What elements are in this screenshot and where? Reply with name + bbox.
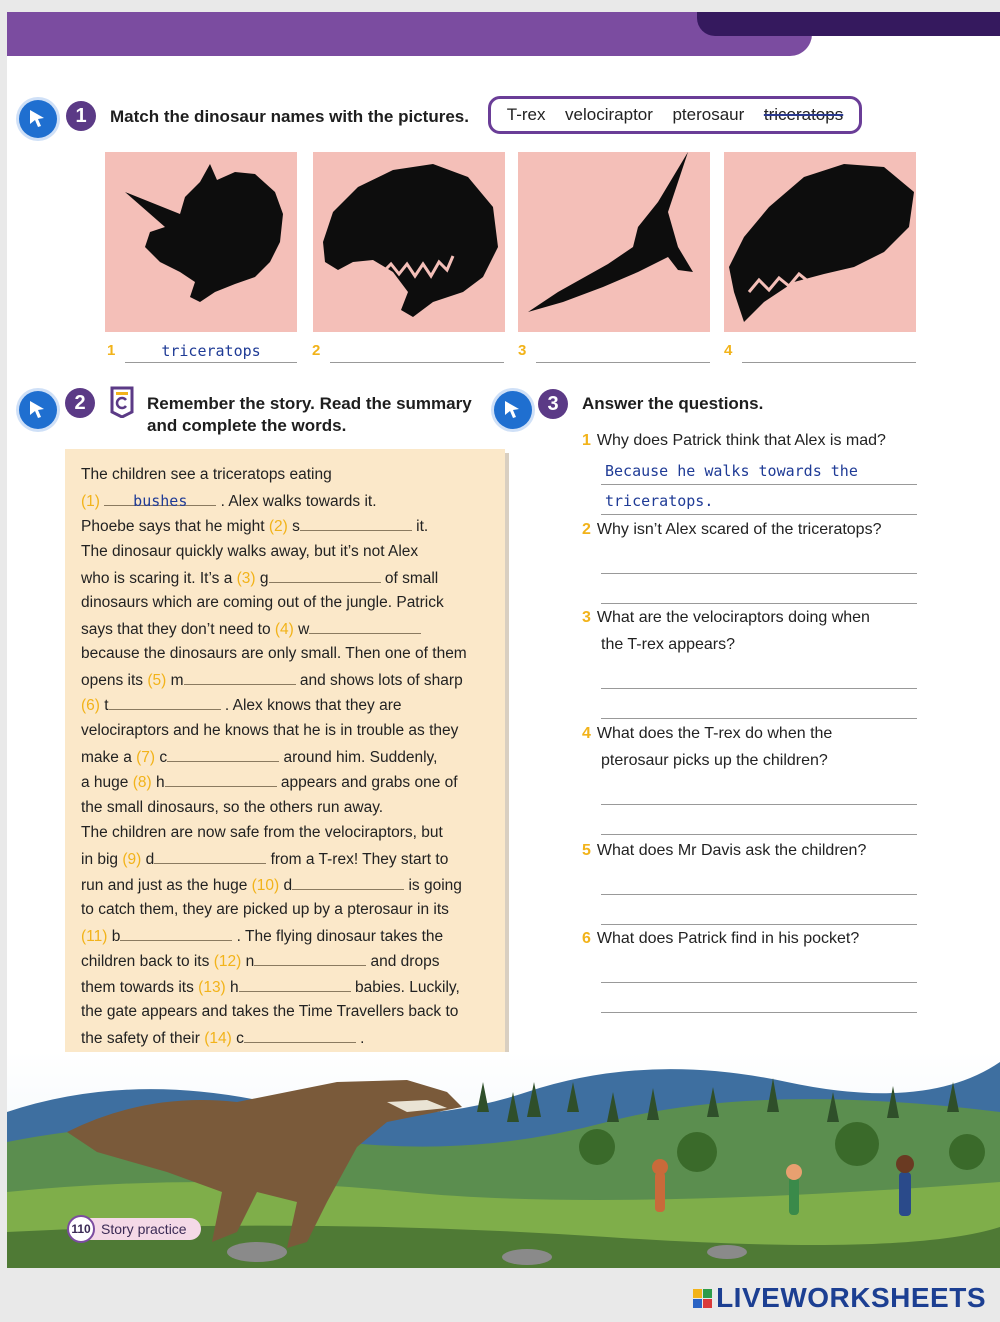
gap-input-field[interactable] [269, 568, 381, 583]
header-band [7, 12, 812, 56]
answer-line[interactable] [601, 894, 917, 895]
answer-line[interactable] [601, 688, 917, 689]
answer-field-3[interactable] [536, 342, 710, 363]
story-text: Phoebe says that he might [81, 518, 269, 535]
picture-label: 2 [312, 342, 321, 359]
gap-input-field[interactable] [184, 670, 296, 685]
story-text: and drops [370, 953, 440, 970]
interactive-cursor-icon [19, 100, 57, 138]
gap-first-letter: w [298, 621, 310, 638]
story-line [81, 644, 467, 664]
gap-input-field[interactable] [154, 849, 266, 864]
answer-line[interactable] [601, 804, 917, 805]
story-text: says that they don’t need to [81, 621, 275, 638]
question-text: 2 Why isn’t Alex scared of the triceratops? [582, 521, 882, 538]
gap-first-letter: d [145, 851, 155, 868]
story-line [81, 900, 449, 920]
story-text: appears and grabs one of [280, 774, 458, 791]
dinosaur-silhouette-trex [313, 152, 505, 332]
word-bank-item: pterosaur [672, 105, 745, 124]
gap-first-letter: c [159, 749, 168, 766]
gap-first-letter: t [104, 697, 109, 714]
story-text: The children see a triceratops eating [81, 466, 332, 483]
picture-label: 1 [107, 342, 116, 359]
story-line [81, 951, 439, 972]
word-bank-item: T-rex [506, 105, 546, 124]
story-text: make a [81, 749, 137, 766]
question-number: 5 [582, 842, 591, 859]
question-text: 6 What does Patrick find in his pocket? [582, 930, 860, 947]
answer-line[interactable] [601, 573, 917, 574]
story-line [81, 798, 383, 818]
story-text: of small [384, 570, 439, 587]
story-text: it. [416, 518, 429, 535]
gap-number: (11) [81, 928, 108, 945]
gap-first-letter: d [283, 877, 293, 894]
footer-label: Story practice [101, 1221, 187, 1237]
story-line [81, 619, 421, 640]
question-text: 1 Why does Patrick think that Alex is mad? [582, 432, 886, 449]
answer-line[interactable] [601, 484, 917, 485]
gap-first-letter: h [230, 979, 239, 996]
gap-number: (8) [132, 774, 152, 791]
story-line [81, 542, 418, 562]
story-text: because the dinosaurs are only small. Then one of them [81, 645, 467, 662]
story-text: in big [81, 851, 123, 868]
question-text: 5 What does Mr Davis ask the children? [582, 842, 867, 859]
word-bank-item-used: triceratops [763, 105, 844, 124]
gap-input-field[interactable] [165, 772, 277, 787]
answer-line[interactable] [601, 982, 917, 983]
question-number: 2 [582, 521, 591, 538]
story-line [81, 491, 377, 512]
story-text: who is scaring it. It’s a [81, 570, 237, 587]
exercise-1-number: 1 [66, 101, 96, 131]
gap-number: (13) [198, 979, 226, 996]
story-line [81, 465, 332, 485]
story-line [81, 926, 443, 947]
header-band-dark [697, 12, 1000, 36]
question-number: 1 [582, 432, 591, 449]
word-bank [488, 96, 862, 134]
story-text: children back to its [81, 953, 214, 970]
worksheet-page [7, 12, 1000, 1268]
gap-first-letter: n [245, 953, 255, 970]
gap-input-field[interactable] [244, 1028, 356, 1043]
question-text: 4 What does the T-rex do when the [582, 725, 833, 742]
story-text: to catch them, they are picked up by a pterosaur in its [81, 901, 449, 918]
answer-field-2[interactable] [330, 342, 504, 363]
gap-number: (2) [268, 518, 288, 535]
story-line [81, 772, 458, 793]
gap-first-letter: b [111, 928, 121, 945]
gap-number: (6) [81, 697, 100, 714]
story-text: the gate appears and takes the Time Travellers back to [81, 1003, 459, 1020]
story-line [81, 516, 428, 537]
answer-text: Because he walks towards the [605, 462, 858, 480]
story-line [81, 1002, 458, 1022]
gap-first-letter: c [236, 1030, 244, 1047]
answer-line[interactable] [601, 1012, 917, 1013]
question-number: 3 [582, 609, 591, 626]
gap-input-field[interactable] [120, 926, 232, 941]
gap-number: (5) [147, 672, 167, 689]
gap-first-letter: s [292, 518, 300, 535]
answer-line[interactable] [601, 834, 917, 835]
liveworksheets-logo-icon [693, 1289, 712, 1308]
gap-first-letter: g [259, 570, 269, 587]
gap-number: (4) [274, 621, 294, 638]
gap-input-field[interactable] [109, 695, 221, 710]
liveworksheets-logo [693, 1282, 986, 1314]
exercise-3-instruction: Answer the questions. [582, 394, 764, 413]
story-text: velociraptors and he knows that he is in trouble as they [81, 722, 459, 739]
exercise-2-instruction: Remember the story. Read the summary and complete the words. [147, 394, 472, 435]
gap-input-field[interactable] [309, 619, 421, 634]
gap-input-field[interactable] [300, 516, 412, 531]
story-text: . Alex knows that they are [224, 697, 402, 714]
story-line [81, 823, 443, 843]
story-line [81, 568, 438, 589]
word-bank-item: velociraptor [565, 105, 653, 124]
brand-name: LIVEWORKSHEETS [716, 1282, 986, 1313]
story-text: babies. Luckily, [354, 979, 460, 996]
question-text: the T-rex appears? [601, 636, 736, 653]
story-text: opens its [81, 672, 148, 689]
exercise-3-number: 3 [538, 389, 568, 419]
gap-input-field[interactable] [292, 875, 404, 890]
answer-line[interactable] [601, 718, 917, 719]
story-text: . The flying dinosaur takes the [236, 928, 444, 945]
gap-input-field[interactable] [254, 951, 366, 966]
story-text: The children are now safe from the velociraptors, but [81, 824, 443, 841]
dinosaur-silhouette-pterosaur [518, 152, 710, 332]
story-text: run and just as the huge [81, 877, 252, 894]
story-line [81, 747, 437, 768]
question-number: 4 [582, 725, 591, 742]
gap-input-field[interactable] [167, 747, 279, 762]
story-book-icon [108, 386, 136, 418]
answer-line[interactable] [601, 514, 917, 515]
question-number: 6 [582, 930, 591, 947]
page-footer [69, 1218, 201, 1240]
story-line [81, 875, 462, 896]
question-text: pterosaur picks up the children? [601, 752, 828, 769]
story-line [81, 721, 458, 741]
page-number: 110 [67, 1215, 95, 1243]
gap-number: (7) [136, 749, 156, 766]
story-line [81, 670, 463, 691]
gap-first-letter: h [155, 774, 165, 791]
dinosaur-silhouette-triceratops [105, 152, 297, 332]
gap-number: (3) [236, 570, 256, 587]
story-text: from a T-rex! They start to [270, 851, 449, 868]
gap-number: (12) [213, 953, 242, 970]
answer-text: triceratops [161, 342, 261, 360]
story-text: and shows lots of sharp [299, 672, 463, 689]
story-text: is going [408, 877, 462, 894]
answer-text: triceratops. [605, 492, 714, 510]
exercise-2-number: 2 [65, 388, 95, 418]
gap-input-field[interactable] [239, 977, 351, 992]
story-text: . [360, 1030, 365, 1047]
picture-label: 3 [518, 342, 527, 359]
story-line [81, 1028, 364, 1049]
answer-field-4[interactable] [742, 342, 916, 363]
gap-number: (1) [81, 493, 100, 510]
story-text: the safety of their [81, 1030, 205, 1047]
story-text: around him. Suddenly, [283, 749, 438, 766]
answer-field-1[interactable] [125, 342, 297, 363]
story-line [81, 695, 402, 716]
dinosaur-silhouette-velociraptor [724, 152, 916, 332]
story-text: them towards its [81, 979, 199, 996]
gap-number: (9) [122, 851, 142, 868]
story-text: the small dinosaurs, so the others run away. [81, 799, 384, 816]
picture-label: 4 [724, 342, 733, 359]
interactive-cursor-icon [19, 391, 57, 429]
gap-number: (10) [251, 877, 280, 894]
story-summary-box [65, 449, 505, 1059]
question-text: 3 What are the velociraptors doing when [582, 609, 870, 626]
gap-number: (14) [204, 1030, 232, 1047]
story-line [81, 593, 444, 613]
story-text: The dinosaur quickly walks away, but it’s not Alex [81, 543, 419, 560]
story-line [81, 977, 460, 998]
exercise-1-instruction: Match the dinosaur names with the pictures. [110, 107, 469, 126]
gap-answer: bushes [133, 492, 188, 510]
story-text: dinosaurs which are coming out of the jungle. Patrick [81, 594, 444, 611]
story-text: a huge [81, 774, 133, 791]
gap-first-letter: m [170, 672, 184, 689]
story-text: . Alex walks towards it. [220, 493, 377, 510]
story-line [81, 849, 448, 870]
interactive-cursor-icon [494, 391, 532, 429]
gap-input-field[interactable] [104, 491, 216, 510]
